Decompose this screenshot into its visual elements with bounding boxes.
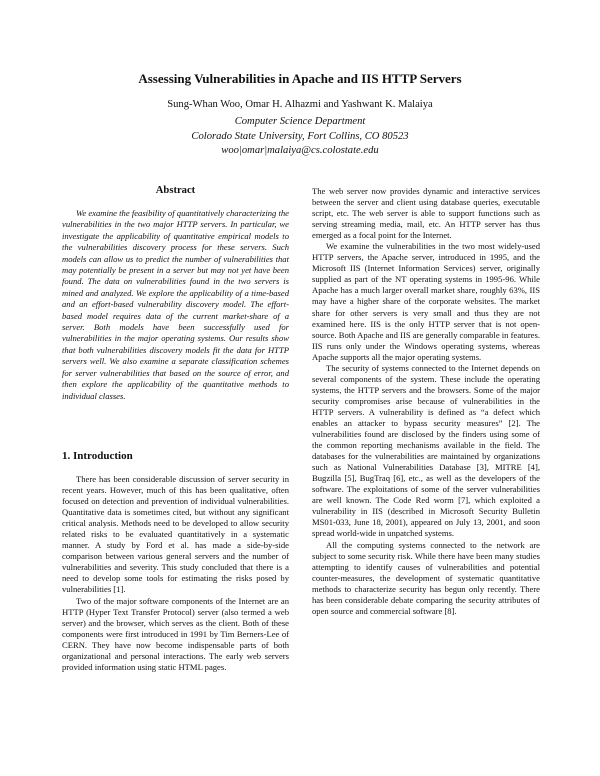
paragraph: The security of systems connected to the Internet depends on several components of the system. These include the operating systems, the HTTP servers and the browsers. Some of the major security compromises arise because of vulnerabilities in the HTTP servers. A vulnerability is defined as “a defect which enables an attacker to bypass security measures” [2]. The vulnerabilities found are disclosed by the finders using some of the common reporting mechanisms available in the field. The databases for the vulnerabilities are maintained by organizations such as National Vulnerabilities Database [3], MITRE [4], Bugzilla [5], BugTraq [6], etc., as well as the developers of the software. The exploitations of some of the server vulnerabilities are well known. The Code Red worm [7], which exploited a vulnerability in IIS (described in Microsoft Security Bulletin MS01-033, June 18, 2001), appeared on July 13, 2001, and soon spread world-wide in unpatched systems. <box>312 362 540 539</box>
introduction-body <box>62 474 289 673</box>
paragraph: There has been considerable discussion of server security in recent years. However, much of this has been qualitative, often focused on detection and prevention of individual vulnerabilities. Quantitative data is sometimes cited, but without any significant critical analysis. Methods need to be developed to allow security related risks to be evaluated quantitatively in a systematic manner. A study by Ford et al. has made a side-by-side comparison between various general servers and the number of vulnerabilities and severity. This study concluded that there is a need to develop some tools for estimating the risks posed by vulnerabilities [1]. <box>62 474 289 595</box>
author-list: Sung-Whan Woo, Omar H. Alhazmi and Yashwant K. Malaiya <box>167 99 433 110</box>
abstract-text: We examine the feasibility of quantitatively characterizing the vulnerabilities in the two major HTTP servers. In particular, we investigate the applicability of quantitative empirical models to the vulnerabilities discovery process for these servers. Such models can allow us to predict the number of vulnerabilities that may potentially be present in a server but may not yet have been found. The data on vulnerabilities found in the two servers is mined and analyzed. We explore the applicability of a time-based and an effort-based vulnerability discovery model. The effort-based model requires data of the current market-share of a server. Both models have been successfully used for vulnerabilities in the major operating systems. Our results show that both vulnerabilities discovery models fit the data for HTTP servers well. We also examine a separate classification schemes for server vulnerabilities that based on the source of error, and then explore the applicability of the quantitative methods to individual classes. <box>62 208 289 401</box>
paper-title: Assessing Vulnerabilities in Apache and IIS HTTP Servers <box>138 71 462 86</box>
paragraph: The web server now provides dynamic and interactive services between the server and client using database queries, executable script, etc. The web server is able to support functions such as serving streaming media, mail, etc. An HTTP server has thus emerged as a focal point for the Internet. <box>312 186 540 241</box>
paragraph: Two of the major software components of the Internet are an HTTP (Hyper Text Transfer Protocol) server (also termed a web server) and the browser, which serves as the client. Both of these components were first introduced in 1991 by Tim Berners-Lee of CERN. They have now become indispensable parts of both organizational and personal interactions. The early web servers provided information using static HTML pages. <box>62 595 289 672</box>
university: Colorado State University, Fort Collins, CO 80523 <box>191 131 409 142</box>
department: Computer Science Department <box>234 116 366 127</box>
paragraph: All the computing systems connected to the network are subject to some security risk. While there have been many studies attempting to identify causes of vulnerabilities and potential counter-measures, the development of systematic quantitative methods to characterize security has begun only recently. There has been considerable debate comparing the security attributes of open source and commercial software [8]. <box>312 539 540 616</box>
abstract-heading: Abstract <box>155 185 196 196</box>
right-column-body <box>312 186 540 617</box>
email: woo|omar|malaiya@cs.colostate.edu <box>221 145 379 156</box>
paragraph: We examine the vulnerabilities in the two most widely-used HTTP servers, the Apache server, introduced in 1995, and the Microsoft IIS (Internet Information Services) server, originally supplied as part of the NT operating systems in 1995-96. While Apache has a much larger overall market share, roughly 63%, IIS may have a higher share of the corporate websites. The market share for other servers is very small and thus they are not examined here. IIS is the only HTTP server that is not open-source. Both Apache and IIS are generally comparable in features. IIS runs only under the Windows operating systems, whereas Apache supports all the major operating systems. <box>312 241 540 362</box>
section-heading-introduction: 1. Introduction <box>62 450 133 462</box>
